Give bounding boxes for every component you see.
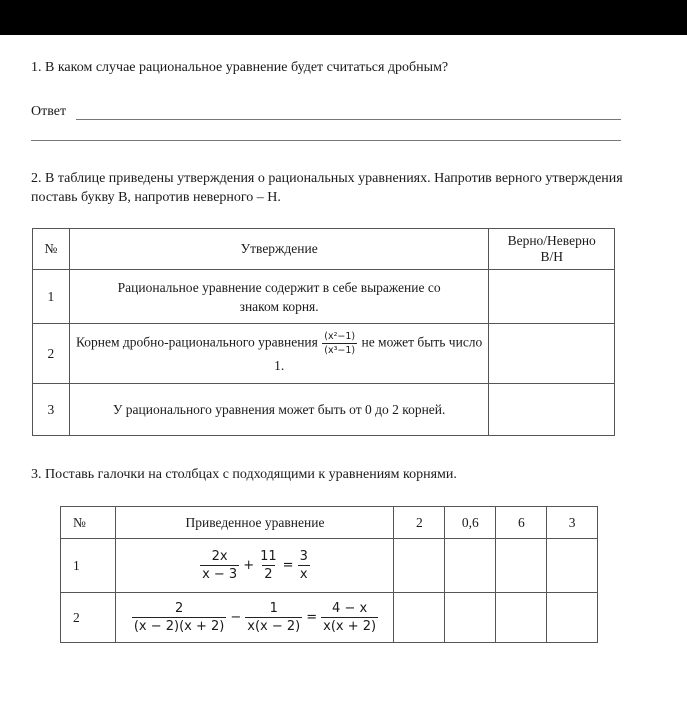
header-equation: Приведенное уравнение — [116, 507, 394, 539]
check-cell-2-3[interactable] — [496, 593, 547, 643]
table-row — [33, 324, 615, 384]
check-cell-2-2[interactable] — [445, 593, 496, 643]
question-3: 3. Поставь галочки на столбцах с подходящими к уравнениям корнями. — [31, 467, 457, 482]
row-no: 2 — [61, 593, 116, 643]
eq2-term3: $\frac{4 - x}{x(x + 2)}$ — [323, 601, 377, 634]
answer-cell-1[interactable] — [489, 270, 615, 324]
eq2-minus: − — [230, 610, 242, 625]
check-cell-1-2[interactable] — [445, 539, 496, 593]
row-no: 1 — [61, 539, 116, 593]
statement-text — [69, 324, 489, 384]
table-row — [61, 593, 598, 643]
fraction-numerator: (x²−1) — [324, 331, 356, 342]
row-no: 2 — [33, 324, 70, 384]
answer-line-1[interactable] — [76, 119, 621, 120]
eq1-term3: $\frac{3}{x}$ — [299, 549, 308, 582]
eq1-equals: = — [282, 558, 294, 573]
fraction-denominator: (x³−1) — [324, 345, 356, 356]
answer-label: Ответ — [31, 104, 67, 119]
question-2: 2. В таблице приведены утверждения о рациональных уравнениях. Напротив верного утверждения поставь букву В, напротив неверного – Н. — [31, 171, 623, 205]
answer-cell-2[interactable] — [489, 324, 615, 384]
header-root-1: 2 — [394, 507, 445, 539]
eq2-equals: = — [306, 610, 318, 625]
check-cell-1-3[interactable] — [496, 539, 547, 593]
eq2-term1: $\frac{2}{(x - 2)(x + 2)}$ — [133, 601, 225, 634]
statement-fraction — [322, 331, 357, 356]
table-row — [33, 384, 615, 436]
header-root-2: 0,6 — [445, 507, 496, 539]
check-cell-1-1[interactable] — [394, 539, 445, 593]
eq1-plus: + — [243, 558, 255, 573]
header-no: № — [61, 507, 116, 539]
check-cell-2-1[interactable] — [394, 593, 445, 643]
eq1-term1: $\frac{2x}{x - 3}$ — [202, 549, 238, 582]
row-no: 1 — [33, 270, 70, 324]
header-true-false-line1: Верно/Неверно — [507, 233, 596, 248]
header-no: № — [33, 229, 70, 270]
check-cell-1-4[interactable] — [547, 539, 598, 593]
statements-table — [32, 228, 615, 436]
statement-text: Рациональное уравнение содержит в себе выражение со знаком корня. — [69, 270, 489, 324]
question-1: 1. В каком случае рациональное уравнение будет считаться дробным? — [31, 60, 449, 75]
equation-2 — [116, 593, 394, 643]
statement-text: У рационального уравнения может быть от 0 до 2 корней. — [69, 384, 489, 436]
header-true-false — [489, 229, 615, 270]
header-statement: Утверждение — [69, 229, 489, 270]
check-cell-2-4[interactable] — [547, 593, 598, 643]
equations-table — [60, 506, 598, 643]
header-true-false-line2: В/Н — [540, 249, 563, 264]
answer-cell-3[interactable] — [489, 384, 615, 436]
statement-text-part1: Корнем дробно-рационального уравнения — [75, 334, 318, 350]
eq2-term2: $\frac{1}{x(x - 2)}$ — [247, 601, 301, 634]
header-root-3: 6 — [496, 507, 547, 539]
equation-1 — [116, 539, 394, 593]
eq1-term2: $\frac{11}{2}$ — [260, 549, 277, 582]
header-root-4: 3 — [547, 507, 598, 539]
row-no: 3 — [33, 384, 70, 436]
top-black-bar — [0, 0, 687, 35]
statement-text-part2: не может быть число 1. — [274, 334, 483, 373]
answer-line-2[interactable] — [31, 140, 621, 141]
table-row — [61, 539, 598, 593]
table-row — [33, 270, 615, 324]
